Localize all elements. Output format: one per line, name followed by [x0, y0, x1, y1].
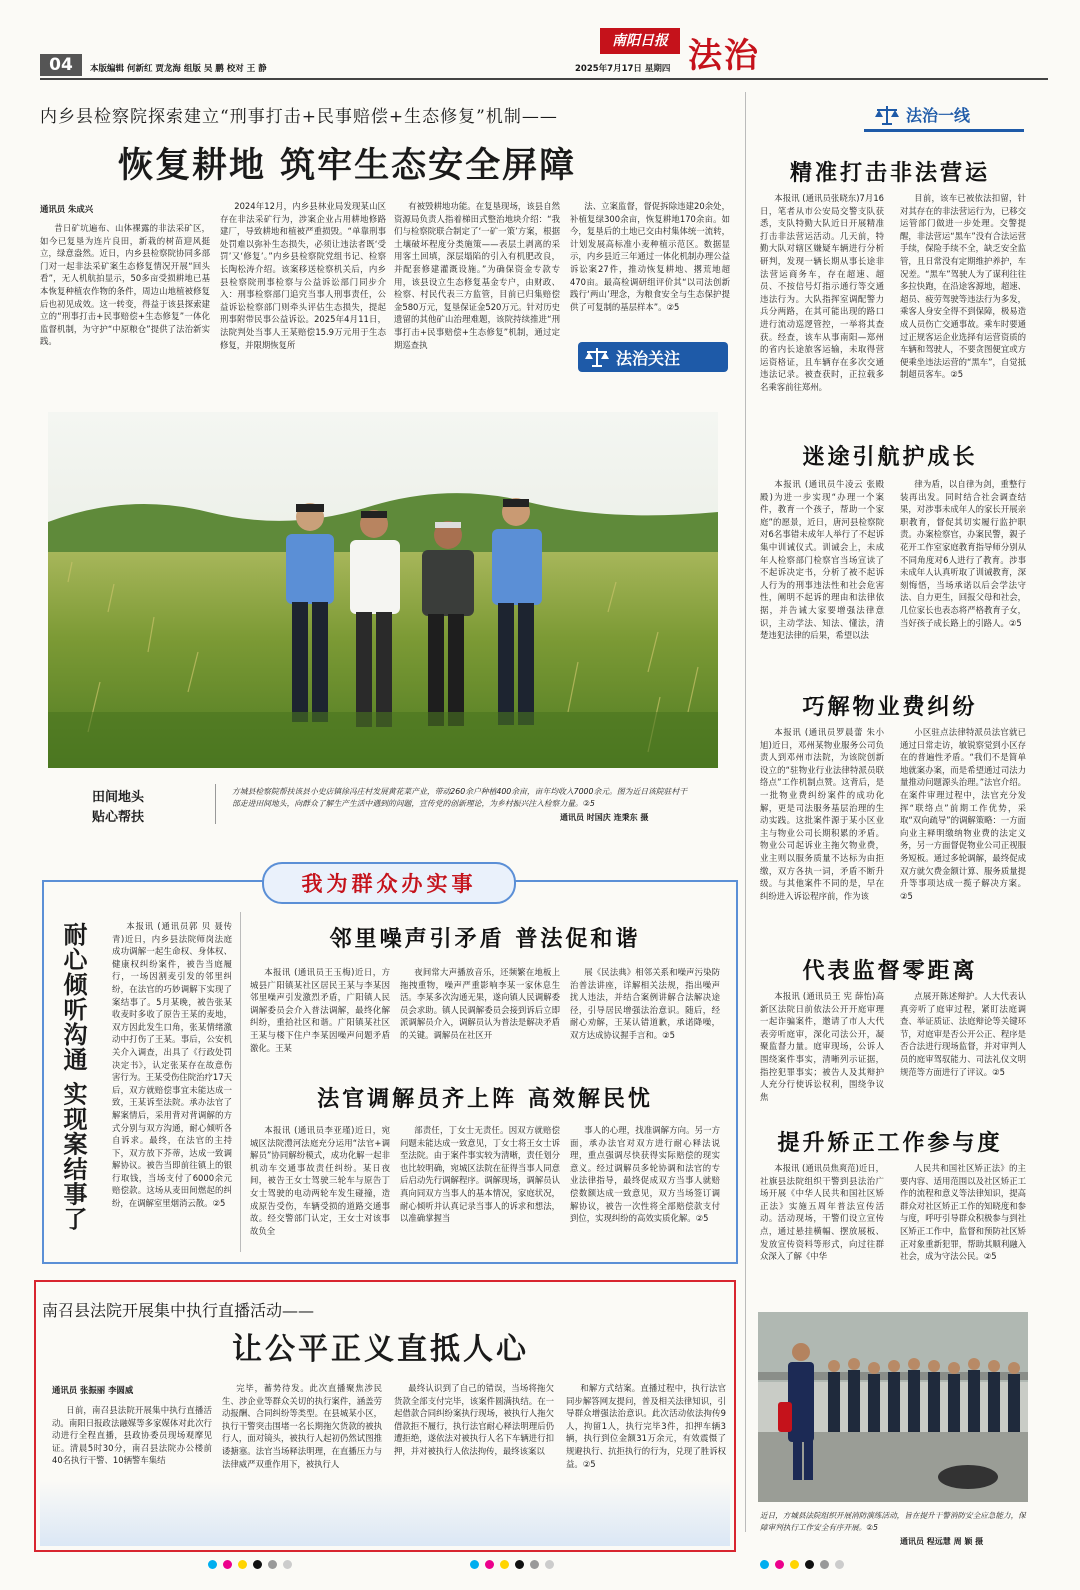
article-1-col-1	[760, 192, 884, 420]
lead-col-4-text: 法、立案监督，督促拆除违建20余处，补植复绿300余亩，恢复耕地170余亩。如今，复垦后的土地已交由村集体统一流转，计划发展高标准小麦种植示范区。数据显示，内乡县近三年通过一体化机制办理公益诉讼案27件，推动恢复耕地、撂荒地超470亩。最高检调研组评价其“以司法创新践行‘两山’理念，为粮食安全与生态保护提供了可复制的基层样本”。②5	[570, 201, 730, 312]
photo-title-line-1: 田间地头	[92, 790, 145, 805]
article-title-3: 巧解物业费纠纷	[802, 694, 978, 720]
qz-b1-col-1	[250, 966, 390, 1066]
qz-b1-col-2	[400, 966, 560, 1066]
lead-photo	[48, 412, 718, 768]
article-5-col-2-text: 人民共和国社区矫正法》的主要内容、适用范围以及社区矫正工作的流程和意义等法律知识，提高群众对社区矫正工作的知晓度和参与度，呼吁引导群众积极参与到社区矫正工作中，监督和预防社区矫正对象重新犯罪，帮助其顺利融入社会，成为守法公民。②5	[900, 1163, 1026, 1262]
qz-inner-divider	[240, 912, 241, 1252]
article-3-col-1-text: 本报讯 (通讯员罗晨蕾 朱小旭)近日，邓州某物业服务公司负责人到邓州市法院，为该院创新设立的“驻物业行业法律特派员联络点”工作机制点赞。这背后，是一批物业费纠纷案件的成功化解，更是司法服务基层治理的生动实践。这批案件源于某小区业主与物业公司长期积累的矛盾。物业公司起诉业主拖欠物业费，业主则以服务质量不达标为由拒缴，双方各执一词，矛盾不断升级。与其他案件不同的是，早在纠纷进入诉讼程序前，作为该	[760, 727, 884, 901]
qz-side-article-text: 本报讯 (通讯员郭 贝 聂传青)近日，内乡县法院师岗法庭成功调解一起生命权、身体权、健康权纠纷案件，被告当庭履行，一场因割麦引发的邻里纠纷，在法官的巧妙调解下实现了案结事了。5月某晚，被告张某收麦时多收了原告王某的麦地，双方因此发生口角，张某情绪激动中打伤了王某。事后，公安机关介入调查，出具了《行政处罚决定书》，认定张某存在故意伤害行为。王某受伤住院治疗17天后，双方就赔偿事宜未能达成一致，王某诉至法院。承办法官了解案情后，采用背对背调解的方式分别与双方沟通，耐心倾听各自诉求。最终，在法官的主持下，双方放下芥蒂，达成一致调解协议。被告当即前往镇上的银行取钱，当场支付了6000余元赔偿款。这场从麦田间燃起的纠纷，在调解室里烟消云散。②5	[112, 921, 232, 1209]
nz-col-4	[566, 1382, 726, 1480]
section-name: 法治	[688, 36, 760, 76]
article-5-col-2	[900, 1162, 1026, 1300]
photo-title-line-2: 贴心帮扶	[92, 810, 145, 825]
badge-fazhi-yixian	[864, 100, 1024, 132]
photo-caption: 方城县检察院帮扶该县小史店镇徐冯庄村发展黄花菜产业，带动260余户种植400余亩，亩年均收入7000余元。图为近日该院驻村干部走进田间地头，向群众了解生产生活中遇到的问题，宣传党的创新理论，为乡村振兴注入检察力量。②5	[232, 787, 688, 808]
nz-col-2	[222, 1382, 382, 1480]
badge-fazhi-guanzhu	[578, 342, 728, 372]
photo-title	[92, 788, 144, 828]
scales-icon-blue	[874, 104, 900, 126]
masthead	[40, 33, 1048, 82]
lead-col-2	[220, 200, 386, 390]
nz-byline: 通讯员 张振丽 李圆威	[52, 1385, 134, 1395]
qz-b2-col-1-text: 本报讯 (通讯员李亚瑾)近日，宛城区法院澧河法庭充分运用“法官+调解员”协同解纷模式，成功化解一起非机动车交通事故责任纠纷。某日夜间，被告王女士驾驶三轮车与原告丁女士驾驶的电动两轮车发生碰撞，造成原告受伤，车辆受损的道路交通事故。经交警部门认定，王女士对该事故负全	[250, 1125, 390, 1236]
drill-photo-credit: 通讯员 程远慧 周 颖 摄	[900, 1537, 984, 1546]
qz-b1-col-1-text: 本报讯 (通讯员王玉梅)近日，方城县广阳镇某社区居民王某与李某因邻里噪声引发激烈矛盾，广阳镇人民调解委员会介入普法调解，最终化解纠纷，重拾社区和谐。广阳镇某社区王某与楼下住户李某因噪声问题矛盾激化。王某	[250, 967, 390, 1053]
drill-photo-caption: 近日，方城县法院组织开展消防演练活动，旨在提升干警消防安全应急能力，保障审判执行工作安全有序开展。②5	[760, 1511, 1026, 1532]
qz-side-article	[112, 920, 232, 1250]
article-2-col-2	[900, 478, 1026, 668]
qz-b1-col-2-text: 夜间常大声播放音乐，还频繁在地板上拖拽重物，噪声严重影响李某一家休息生活。李某多次沟通无果，遂向镇人民调解委员会求助。镇人民调解委员会接到诉后立即派调解员介入，调解员认为普法是解决矛盾的关键。调解员在社区开	[400, 967, 560, 1040]
nz-col-3-text: 最终认识到了自己的错误，当场将拖欠货款全部支付完毕，该案件圆满执结。在一起借款合同纠纷案执行现场，被执行人拖欠借款拒不履行，执行法官耐心释法明理后仍遭拒绝，遂依法对被执行人名下车辆进行扣押，并对被执行人依法拘传，最终该案以	[394, 1383, 554, 1456]
color-bar-mid	[470, 1560, 554, 1569]
qz-side-title	[56, 922, 92, 1242]
article-1-col-1-text: 本报讯 (通讯员张晓东)7月16日，笔者从市公安局交警支队获悉，支队特勤大队近日开展精准打击非法营运活动。几天前，特勤大队对辖区嫌疑车辆进行分析研判，发现一辆长期从事长途非法营运商务车，存在超速、超员、不按信号灯指示通行等交通违法行为。大队指挥室调配警力兵分两路，在其可能出现的路口进行流动巡逻管控，一举将其查获。经查，该车从事南阳—郑州的省内长途旅客运输，未取得营运资格证，且车辆存在多次交通违法记录。被查获时，正拉载多名乘客前往郑州。	[760, 193, 884, 392]
article-4-col-1-text: 本报讯 (通讯员王 宪 薛怡)高新区法院日前依法公开开庭审理一起诈骗案件，邀请了市人大代表旁听庭审，深化司法公开，凝聚监督力量。庭审现场，公诉人围绕案件事实，清晰列示证据，指控犯罪事实；被告人及其辩护人充分行使诉讼权利，围绕争议焦	[760, 991, 884, 1102]
paper-logo-text: 南阳日报	[612, 33, 668, 49]
photo-credit: 通讯员 时国庆 连秉东 摄	[560, 813, 649, 822]
article-2-col-1-text: 本报讯 (通讯员牛凌云 张殿殿)为进一步实现“办理一个案件，教育一个孩子，帮助一个家庭”的愿景，近日，唐河县检察院对6名事错未成年人举行了不起诉集中训诫仪式。训诫会上，未成年人检察部门检察官当场宣读了不起诉决定书，分析了被不起诉人行为的刑事违法性和社会危害性，阐明不起诉的理由和法律依据，并告诫大家要增强法律意识，主动学法、知法、懂法，清楚违犯法律的后果，希望以法	[760, 479, 884, 641]
article-title-5: 提升矫正工作参与度	[777, 1130, 1003, 1156]
field-photo-illustration	[48, 412, 718, 768]
nz-col-1-text: 日前，南召县法院开展集中执行直播活动。南阳日报政法融媒等多家媒体对此次行动进行全程直播，县政协委员现场观摩见证。清晨5时30分，南召县法院办公楼前40名执行干警、10辆警车集结	[52, 1405, 212, 1466]
drill-photo	[758, 1312, 1028, 1502]
badge-fazhi-guanzhu-label: 法治关注	[616, 348, 681, 368]
nz-box-bg	[40, 1480, 730, 1546]
page-number: 04	[40, 54, 82, 76]
paper-logo	[600, 28, 680, 54]
article-3-col-2	[900, 726, 1026, 928]
article-5-col-1-text: 本报讯 (通讯员焦爽范)近日，社旗县法院组织干警到县法治广场开展《中华人民共和国社区矫正法》实施五周年普法宣传活动。活动现场，干警们设立宣传点，通过悬挂横幅、摆放展板、发放宣传资料等形式，向过往群众深入了解《中华	[760, 1163, 884, 1262]
lead-col-4	[570, 200, 730, 336]
qz-title-1: 邻里噪声引矛盾 普法促和谐	[329, 926, 641, 952]
article-title-2: 迷途引航护成长	[802, 444, 978, 470]
qz-b2-col-3	[570, 1124, 720, 1256]
article-1-col-2	[900, 192, 1026, 420]
nz-kicker: 南召县法院开展集中执行直播活动——	[42, 1301, 315, 1320]
lead-col-3-text: 有被毁耕地功能。在复垦现场，该县自然资源局负责人指着梯田式整治地块介绍：“我们与检察院联合制定了‘一矿一策’方案，根据土壤破坏程度分类施策——表层土剥离的采用客土回填，深层塌陷的引入有机肥改良，并配套修建灌溉设施。”为确保资金专款专用，该县设立生态修复基金专户，由财政、检察、村民代表三方监管，目前已归集赔偿金580万元，复垦保证金520万元。针对历史遗留的其他矿山治理难题，该院持续推进“刑事打击+民事赔偿+生态修复”机制，通过定期巡查执	[394, 201, 560, 350]
qz-b2-col-2	[400, 1124, 560, 1256]
color-bar-right	[760, 1560, 844, 1569]
lead-col-1	[40, 222, 210, 390]
photo-divider	[215, 784, 216, 824]
lead-headline: 恢复耕地 筑牢生态安全屏障	[118, 145, 577, 186]
qz-banner	[262, 862, 516, 904]
article-title-4: 代表监督零距离	[802, 958, 978, 984]
article-3-col-1	[760, 726, 884, 928]
color-bar-left	[208, 1560, 292, 1569]
article-2-col-2-text: 律为盾，以自律为剑，重整行装再出发。同时结合社会调查结果，对涉事未成年人的家长开展亲职教育，督促其切实履行监护职责。办案检察官，办案民警，親子花开工作室家庭教育指导师分别从不同角度对6人进行了教育。涉事未成年人认真听取了训诫教育，深刻悔悟，当场承诺以后会学法守法、自力更生，回报父母和社会，几位家长也表态将严格教育子女，当好孩子成长路上的引路人。②5	[900, 479, 1026, 628]
qz-b2-col-1	[250, 1124, 390, 1256]
right-divider	[745, 92, 746, 1532]
qz-banner-text: 我为群众办实事	[301, 871, 477, 896]
article-5-col-1	[760, 1162, 884, 1300]
masthead-rule	[40, 78, 1048, 80]
qz-b1-col-3	[570, 966, 720, 1066]
qz-b2-col-3-text: 事人的心理，找准调解方向。另一方面，承办法官对双方进行耐心释法说理，重点强调尽快获得实际赔偿的现实意义。经过调解员多轮协调和法官的专业法律指导，最终促成双方当事人就赔偿数额达成一致意见，双方当场签订调解协议，被告一次性将全部赔偿款支付到位，实现纠纷的高效实质化解。②5	[570, 1125, 720, 1224]
scales-icon	[584, 346, 610, 368]
editors-line: 本版编辑 何新红 贾龙海 组版 吴 鹏 校对 王 静	[90, 64, 267, 74]
nz-headline: 让公平正义直抵人心	[232, 1332, 529, 1367]
lead-col-2-text: 2024年12月，内乡县林业局发现某山区存在非法采矿行为，涉案企业占用耕地修路建厂，导致耕地和植被严重损毁。“单靠刑事处罚难以弥补生态损失，必须让违法者既‘受罚’又‘修复’。”内乡县检察院党组书记、检察长陶松涛介绍。该案移送检察机关后，内乡县检察院刑事检察与公益诉讼部门同步介入：刑事检察部门追究当事人刑事责任，公益诉讼检察部门则牵头评估生态损失，提起刑事附带民事公益诉讼。2025年4月11日，法院判处当事人王某赔偿15.9万元用于生态修复，并限期恢复所	[220, 201, 386, 350]
lead-col-3	[394, 200, 560, 390]
lead-byline: 通讯员 朱成兴	[40, 204, 94, 214]
nz-col-4-text: 和解方式结案。直播过程中，执行法官同步解答网友提问，普及相关法律知识，引导群众增强法治意识。此次活动依法拘传9人，拘留1人，执行完毕3件，扣押车辆3辆，执行到位金额31万余元，有效震慑了规避执行、抗拒执行的行为，兑现了胜诉权益。②5	[566, 1383, 726, 1469]
badge-fazhi-yixian-label: 法治一线	[906, 106, 971, 125]
lead-col-1-text: 昔日矿坑遍布、山体裸露的非法采矿区，如今已复垦为连片良田，新栽的树苗迎风挺立，绿意盎然。近日，内乡县检察院协同多部门对一起非法采矿案生态修复情况开展“回头看”，无人机航拍显示，50多亩受损耕地已基本恢复种植农作物的条件，周边山地植被修复后也初见成效。这一转变，得益于该县探索建立的“刑事打击+民事赔偿+生态修复”一体化监督机制，为守护“中原粮仓”提供了法治新实践。	[40, 223, 210, 347]
article-4-col-2	[900, 990, 1026, 1114]
lead-kicker: 内乡县检察院探索建立“刑事打击+民事赔偿+生态修复”机制——	[40, 107, 558, 127]
issue-date: 2025年7月17日 星期四	[575, 64, 671, 74]
article-4-col-2-text: 点展开陈述辩护。人大代表认真旁听了庭审过程，紧盯法庭调查、举证质证、法庭辩论等关键环节，对庭审是否公开公正、程序是否合法进行现场监督，并对审判人员的庭审驾驭能力、司法礼仪文明规范等方面进行了评议。②5	[900, 991, 1026, 1077]
article-3-col-2-text: 小区驻点法律特派员法官就已通过日常走访，敏锐察觉到小区存在的普遍性矛盾。“我们不是简单地就案办案，而是希望通过司法力量推动问题源头治理。”法官介绍。在案件审理过程中，法官充分发挥“联络点”前期工作优势，采取“双向疏导”的调解策略：一方面向业主释明缴纳物业费的法定义务，另一方面督促物业公司正视服务短板。通过多轮调解，最终促成双方就欠费金额计算、服务质量提升等事项达成一揽子解决方案。②5	[900, 727, 1026, 901]
article-2-col-1	[760, 478, 884, 668]
nz-col-2-text: 完毕，蓄势待发。此次直播聚焦涉民生、涉企业等群众关切的执行案件，涵盖劳动报酬、合同纠纷等类型。在县城某小区，执行干警突击围堵一名长期拖欠货款的被执行人，面对镜头，被执行人起初仍然试图推诿搪塞。法官当场释法明理，在直播压力与法律威严双重作用下，被执行人	[222, 1383, 382, 1469]
nz-col-1	[52, 1404, 212, 1480]
article-1-col-2-text: 目前，该车已被依法扣留，针对其存在的非法营运行为，已移交运管部门做进一步处理。交警提醒，非法营运“黑车”没有合法运营手续，保险手续不全，缺乏安全监管，且日常没有定期维护养护，车况差。“黑车”驾驶人为了谋利往往多拉快跑，在沿途客源地，超速、超员、疲劳驾驶等违法行为多发，乘客人身安全得不到保障，极易造成人员伤亡交通事故。乘车时要通过正规客运企业选择有运营资质的车辆和驾驶人，不要贪图便宜或方便乘坐违法运营的“黑车”，自觉抵制超员客车。②5	[900, 193, 1026, 380]
article-title-1: 精准打击非法营运	[789, 160, 990, 186]
qz-b1-col-3-text: 展《民法典》相邻关系和噪声污染防治普法讲座，详解相关法规，指出噪声扰人违法，并结合案例讲解合法解决途径，引导居民增强法治意识。随后，经耐心劝解，王某认错道歉，承诺降噪，双方达成协议握手言和。②5	[570, 967, 720, 1040]
article-4-col-1	[760, 990, 884, 1114]
qz-title-2: 法官调解员齐上阵 高效解民忧	[317, 1086, 653, 1112]
fire-drill-illustration	[758, 1312, 1028, 1502]
nz-col-3	[394, 1382, 554, 1480]
qz-side-title-text: 耐心倾听沟通 实现案结事了	[59, 922, 88, 1232]
qz-b2-col-2-text: 部责任，丁女士无责任。因双方就赔偿问题未能达成一致意见，丁女士将王女士诉至法院。由于案件事实较为清晰，责任划分也比较明确，宛城区法院在征得当事人同意后启动先行调解程序。调解现场，调解员认真向同双方当事人的基本情况，家庭状况，耐心倾听并认真记录当事人的诉求和想法，以准确掌握当	[400, 1125, 560, 1224]
